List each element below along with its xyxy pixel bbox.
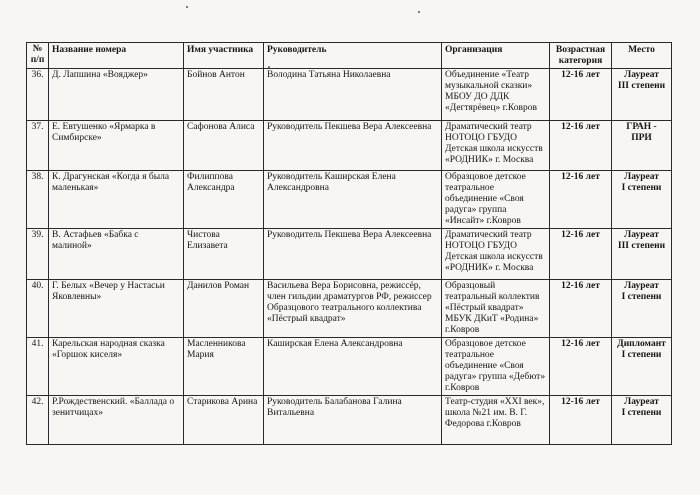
row-participant: Масленникова Мария <box>184 338 264 396</box>
header-title: Название номера <box>49 43 184 69</box>
row-title: Р.Рождественский. «Баллада о зенитчицах» <box>49 396 184 445</box>
row-num: 37. <box>27 121 49 171</box>
row-place: Лауреат I степени <box>612 280 672 338</box>
scan-speck <box>186 6 188 8</box>
row-age: 12-16 лет <box>550 229 612 280</box>
table-row <box>27 280 672 338</box>
row-place: Лауреат I степени <box>612 396 672 445</box>
row-leader: Руководитель Каширская Елена Александровна <box>264 171 442 229</box>
row-leader: Васильева Вера Борисовна, режиссёр, член гильдии драматургов РФ, режиссер Образцового театрального коллектива «Пёстрый квадрат» <box>264 280 442 338</box>
header-organization: Организация <box>442 43 550 69</box>
header-leader: Руководитель <box>264 43 442 69</box>
row-place: Дипломант I степени <box>612 338 672 396</box>
row-num: 40. <box>27 280 49 338</box>
row-title: В. Астафьев «Бабка с малиной» <box>49 229 184 280</box>
row-organization: Драматический театр НОТОЦО ГБУДО Детская школа искусств «РОДНИК» г. Москва <box>442 229 550 280</box>
table-row <box>27 69 672 121</box>
row-leader: Володина Татьяна Николаевна <box>264 69 442 121</box>
table-row <box>27 171 672 229</box>
row-leader: Каширская Елена Александровна <box>264 338 442 396</box>
row-num: 36. <box>27 69 49 121</box>
row-participant: Филиппова Александра <box>184 171 264 229</box>
scan-speck <box>418 11 420 13</box>
row-age: 12-16 лет <box>550 171 612 229</box>
row-participant: Данилов Роман <box>184 280 264 338</box>
scan-speck <box>268 66 270 68</box>
row-place: Лауреат III степени <box>612 229 672 280</box>
header-participant: Имя участника <box>184 43 264 69</box>
row-title: К. Драгунская «Когда я была маленькая» <box>49 171 184 229</box>
row-title: Е. Евтушенко «Ярмарка в Симбирске» <box>49 121 184 171</box>
row-age: 12-16 лет <box>550 69 612 121</box>
table-row <box>27 121 672 171</box>
header-age: Возрастная категория <box>550 43 612 69</box>
row-title: Д. Лапшина «Вояджер» <box>49 69 184 121</box>
table-row <box>27 396 672 445</box>
table-row <box>27 338 672 396</box>
table-row <box>27 229 672 280</box>
row-num: 39. <box>27 229 49 280</box>
row-num: 38. <box>27 171 49 229</box>
row-place: Лауреат I степени <box>612 171 672 229</box>
results-table <box>26 42 672 445</box>
row-title: Карельская народная сказка «Горшок киселя» <box>49 338 184 396</box>
row-leader: Руководитель Пекшева Вера Алексеевна <box>264 121 442 171</box>
header-place: Место <box>612 43 672 69</box>
row-leader: Руководитель Балабанова Галина Витальевна <box>264 396 442 445</box>
row-participant: Бойнов Антон <box>184 69 264 121</box>
row-participant: Сафонова Алиса <box>184 121 264 171</box>
row-organization: Объединение «Театр музыкальной сказки» МБОУ ДО ДДК «Дегтярёвец» г.Ковров <box>442 69 550 121</box>
row-age: 12-16 лет <box>550 396 612 445</box>
row-place: Лауреат III степени <box>612 69 672 121</box>
row-age: 12-16 лет <box>550 121 612 171</box>
row-place: ГРАН - ПРИ <box>612 121 672 171</box>
row-age: 12-16 лет <box>550 280 612 338</box>
row-num: 42. <box>27 396 49 445</box>
results-sheet <box>26 42 672 445</box>
row-organization: Образцовое детское театральное объединение «Своя радуга» группа «Инсайт» г.Ковров <box>442 171 550 229</box>
row-participant: Чистова Елизавета <box>184 229 264 280</box>
row-organization: Драматический театр НОТОЦО ГБУДО Детская школа искусств «РОДНИК» г. Москва <box>442 121 550 171</box>
header-row <box>27 43 672 69</box>
row-organization: Образцовое детское театральное объединение «Своя радуга» группа «Дебют» г.Ковров <box>442 338 550 396</box>
row-leader: Руководитель Пекшева Вера Алексеевна <box>264 229 442 280</box>
header-num: № п/п <box>27 43 49 69</box>
row-num: 41. <box>27 338 49 396</box>
row-organization: Образцовый театральный коллектив «Пёстрый квадрат» МБУК ДКиТ «Родина» г.Ковров <box>442 280 550 338</box>
row-participant: Старикова Арина <box>184 396 264 445</box>
row-title: Г. Белых «Вечер у Настасьи Яковлевны» <box>49 280 184 338</box>
row-organization: Театр-студия «XXI век», школа №21 им. В. Г. Федорова г.Ковров <box>442 396 550 445</box>
row-age: 12-16 лет <box>550 338 612 396</box>
